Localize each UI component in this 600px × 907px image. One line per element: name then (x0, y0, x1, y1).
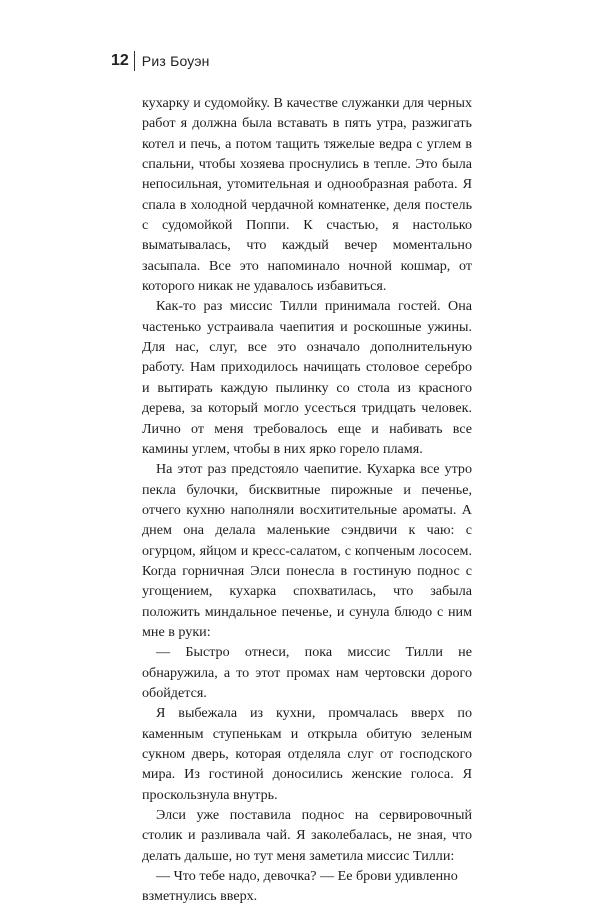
header-divider (134, 51, 135, 71)
body-text (142, 93, 472, 907)
paragraph: Элси уже поставила поднос на сервировочный столик и разливала чай. Я заколебалась, не зная, что делать дальше, но тут меня заметила миссис Тилли: (142, 807, 472, 864)
dialogue-paragraph: — Быстро отнеси, пока миссис Тилли не обнаружила, а то этот промах нам чертовски дорого обойдется. (142, 644, 472, 701)
running-head-author: Риз Боуэн (141, 53, 210, 69)
page-number: 12 (111, 52, 129, 69)
running-header (111, 49, 210, 73)
paragraph: кухарку и судомойку. В качестве служанки для черных работ я должна была вставать в пять утра, разжигать котел и печь, а потом тащить тяжелые ведра с углем в спальни, чтобы хозяева проснулись в тепле. Это была непосильная, утомительная и однообразная работа. Я спала в холодной чердачной комнатенке, деля постель с судомойкой Поппи. К счастью, я настолько выматывалась, что каждый вечер моментально засыпала. Все это напоминало ночной кошмар, от которого никак не удавалось избавиться. (142, 95, 472, 295)
paragraph: Как-то раз миссис Тилли принимала гостей. Она частенько устраивала чаепития и роскошные ужины. Для нас, слуг, все это означало дополнительную работу. Нам приходилось начищать столовое серебро и вытирать каждую пылинку со стола из красного дерева, за который могло усесться тридцать человек. Лично от меня требовалось еще и набивать все камины углем, чтобы в них ярко горело пламя. (142, 298, 472, 457)
paragraph: На этот раз предстояло чаепитие. Кухарка все утро пекла булочки, бисквитные пирожные и печенье, отчего кухню наполняли восхитительные ароматы. А днем она делала маленькие сэндвичи к чаю: с огурцом, яйцом и кресс-салатом, с копченым лососем. Когда горничная Элси понесла в гостиную поднос с угощением, кухарка спохватилась, что забыла положить миндальное печенье, и сунула блюдо с ним мне в руки: (142, 461, 472, 640)
dialogue-paragraph: — Что тебе надо, девочка? — Ее брови удивленно взметнулись вверх. (142, 868, 458, 905)
paragraph: Я выбежала из кухни, промчалась вверх по каменным ступенькам и открыла обитую зеленым сукном дверь, которая отделяла слуг от господского мира. Из гостиной доносились женские голоса. Я проскользнула внутрь. (142, 705, 472, 803)
